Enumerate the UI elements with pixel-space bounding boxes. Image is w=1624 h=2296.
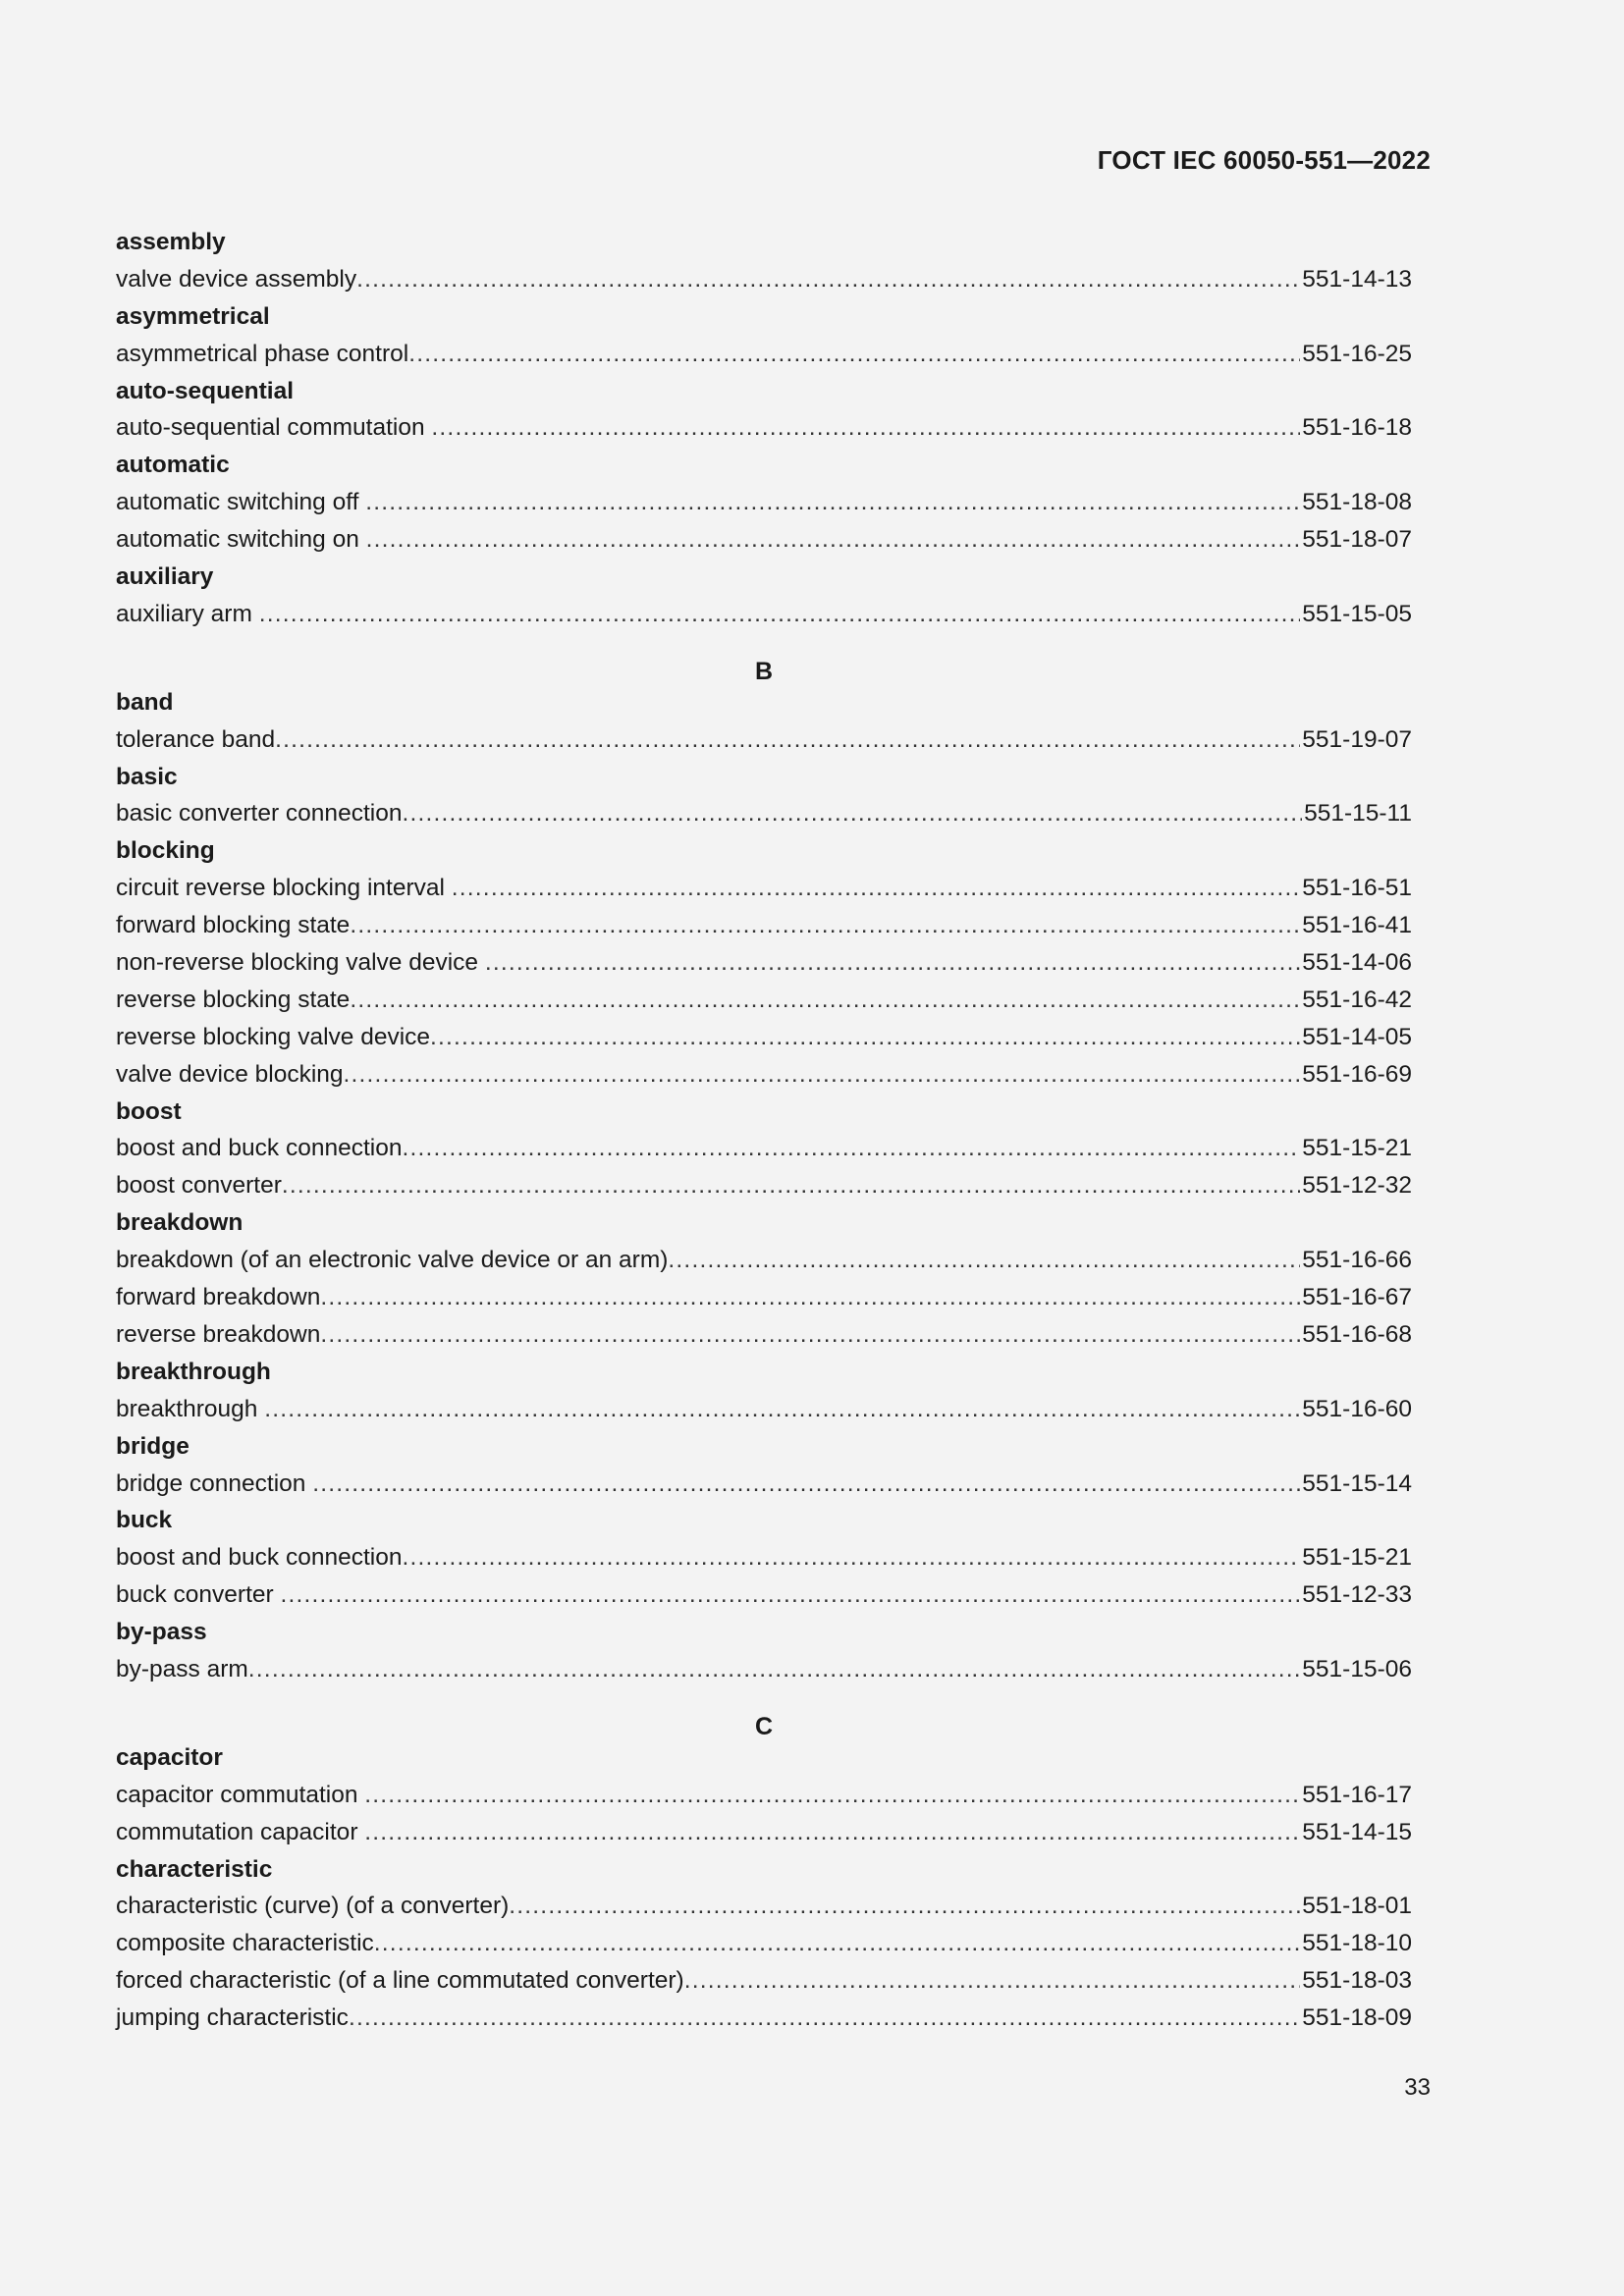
- index-entry: [116, 944, 1412, 982]
- entry-code: 551-12-32: [1302, 1172, 1412, 1200]
- entry-term: buck converter: [116, 1581, 281, 1609]
- entry-term: automatic switching on: [116, 526, 366, 554]
- dot-leader: [312, 1466, 1300, 1503]
- dot-leader: [350, 982, 1300, 1019]
- index-entry: [116, 1316, 1412, 1354]
- dot-leader: [349, 2000, 1300, 2037]
- index-keyword: automatic: [116, 452, 230, 479]
- index-keyword: assembly: [116, 229, 226, 255]
- entry-code: 551-14-06: [1302, 949, 1412, 977]
- index-entry: [116, 1962, 1412, 2000]
- dot-leader: [668, 1242, 1300, 1279]
- index-entry: [116, 795, 1412, 832]
- page-number: 33: [1404, 2074, 1431, 2101]
- dot-leader: [403, 1539, 1301, 1576]
- entry-term: forward breakdown: [116, 1284, 321, 1311]
- index-entry: [116, 1777, 1412, 1814]
- index-keyword: asymmetrical: [116, 302, 270, 330]
- index-keyword: breakthrough: [116, 1358, 271, 1385]
- entry-code: 551-18-07: [1302, 526, 1412, 554]
- entry-term: valve device assembly: [116, 265, 357, 293]
- index-keyword: auxiliary: [116, 563, 214, 591]
- index-entry: [116, 1925, 1412, 1962]
- dot-leader: [364, 1814, 1300, 1851]
- index-entry: [116, 982, 1412, 1019]
- entry-term: breakthrough: [116, 1395, 265, 1422]
- entry-term: jumping characteristic: [116, 2004, 349, 2032]
- dot-leader: [509, 1888, 1300, 1925]
- entry-term: automatic switching off: [116, 489, 366, 516]
- index-entry: [116, 1466, 1412, 1503]
- entry-code: 551-16-60: [1302, 1395, 1412, 1422]
- index-keyword: capacitor: [116, 1743, 223, 1771]
- dot-leader: [452, 870, 1301, 907]
- entry-code: 551-12-33: [1302, 1581, 1412, 1609]
- entry-code: 551-16-51: [1302, 875, 1412, 902]
- entry-term: bridge connection: [116, 1469, 313, 1497]
- entry-term: characteristic (curve) (of a converter): [116, 1893, 510, 1920]
- entry-code: 551-14-15: [1302, 1818, 1412, 1845]
- entry-code: 551-18-09: [1302, 2004, 1412, 2032]
- index-keyword: blocking: [116, 837, 215, 865]
- entry-term: circuit reverse blocking interval: [116, 875, 452, 902]
- index-entry: [116, 336, 1412, 373]
- index-entry: [116, 1391, 1412, 1428]
- entry-code: 551-16-69: [1302, 1060, 1412, 1088]
- dot-leader: [408, 336, 1300, 373]
- index-keyword: auto-sequential: [116, 377, 295, 404]
- index-entry: [116, 484, 1412, 521]
- index-entry: [116, 1651, 1412, 1688]
- entry-term: forced characteristic (of a line commutated converter): [116, 1967, 684, 1995]
- index-keyword: bridge: [116, 1432, 189, 1460]
- entry-term: valve device blocking: [116, 1060, 344, 1088]
- dot-leader: [366, 521, 1301, 559]
- index-entry: [116, 261, 1412, 298]
- index-entry: [116, 1019, 1412, 1056]
- entry-code: 551-15-05: [1302, 600, 1412, 627]
- entry-code: 551-15-06: [1302, 1655, 1412, 1682]
- entry-code: 551-15-14: [1302, 1469, 1412, 1497]
- dot-leader: [364, 1777, 1300, 1814]
- entry-term: capacitor commutation: [116, 1781, 365, 1808]
- index-entry: [116, 1056, 1412, 1094]
- dot-leader: [281, 1576, 1301, 1614]
- dot-leader: [344, 1056, 1301, 1094]
- index-keyword: basic: [116, 763, 178, 790]
- index-entry: [116, 521, 1412, 559]
- index-entry: [116, 1279, 1412, 1316]
- dot-leader: [320, 1316, 1300, 1354]
- dot-leader: [248, 1651, 1301, 1688]
- entry-code: 551-18-03: [1302, 1967, 1412, 1995]
- dot-leader: [275, 721, 1300, 759]
- index-entry: [116, 1888, 1412, 1925]
- index-entry: [116, 870, 1412, 907]
- section-letter: B: [754, 657, 774, 685]
- entry-code: 551-16-67: [1302, 1284, 1412, 1311]
- section-letter: C: [754, 1712, 774, 1740]
- dot-leader: [365, 484, 1300, 521]
- index-entry: [116, 409, 1412, 447]
- entry-code: 551-14-13: [1302, 265, 1412, 293]
- entry-term: basic converter connection: [116, 800, 403, 828]
- index-entry: [116, 1539, 1412, 1576]
- entry-term: non-reverse blocking valve device: [116, 949, 485, 977]
- dot-leader: [282, 1167, 1300, 1204]
- index-entry: [116, 596, 1412, 633]
- entry-term: auto-sequential commutation: [116, 414, 432, 442]
- entry-code: 551-15-21: [1302, 1135, 1412, 1162]
- index-entry: [116, 2000, 1412, 2037]
- index-entry: [116, 1814, 1412, 1851]
- entry-term: boost converter: [116, 1172, 282, 1200]
- index-entry: [116, 1576, 1412, 1614]
- index-entry: [116, 1167, 1412, 1204]
- entry-code: 551-16-41: [1302, 912, 1412, 939]
- alphabetical-index: [116, 224, 1412, 2037]
- dot-leader: [684, 1962, 1301, 2000]
- entry-term: reverse blocking valve device: [116, 1023, 431, 1050]
- document-header: ГОСТ IEC 60050-551—2022: [1097, 145, 1431, 175]
- dot-leader: [374, 1925, 1301, 1962]
- entry-code: 551-19-07: [1302, 725, 1412, 753]
- index-keyword: boost: [116, 1097, 182, 1125]
- entry-code: 551-16-17: [1302, 1781, 1412, 1808]
- entry-code: 551-16-66: [1302, 1247, 1412, 1274]
- dot-leader: [430, 1019, 1300, 1056]
- dot-leader: [402, 795, 1302, 832]
- entry-term: reverse breakdown: [116, 1320, 321, 1348]
- entry-code: 551-15-11: [1304, 800, 1412, 828]
- entry-term: breakdown (of an electronic valve device or an arm): [116, 1247, 669, 1274]
- dot-leader: [485, 944, 1300, 982]
- entry-code: 551-15-21: [1302, 1544, 1412, 1572]
- dot-leader: [264, 1391, 1300, 1428]
- entry-code: 551-16-25: [1302, 340, 1412, 367]
- entry-term: by-pass arm: [116, 1655, 248, 1682]
- index-entry: [116, 1242, 1412, 1279]
- entry-term: composite characteristic: [116, 1930, 374, 1957]
- index-keyword: buck: [116, 1507, 173, 1534]
- entry-term: auxiliary arm: [116, 600, 259, 627]
- index-keyword: by-pass: [116, 1619, 207, 1646]
- index-entry: [116, 907, 1412, 944]
- dot-leader: [320, 1279, 1300, 1316]
- entry-term: forward blocking state: [116, 912, 351, 939]
- index-keyword: breakdown: [116, 1209, 244, 1237]
- entry-term: boost and buck connection: [116, 1544, 403, 1572]
- index-keyword: band: [116, 688, 174, 716]
- entry-code: 551-18-01: [1302, 1893, 1412, 1920]
- index-entry: [116, 721, 1412, 759]
- index-entry: [116, 1130, 1412, 1167]
- index-keyword: characteristic: [116, 1855, 273, 1883]
- entry-code: 551-16-18: [1302, 414, 1412, 442]
- entry-code: 551-18-10: [1302, 1930, 1412, 1957]
- dot-leader: [403, 1130, 1301, 1167]
- entry-code: 551-18-08: [1302, 489, 1412, 516]
- dot-leader: [259, 596, 1301, 633]
- entry-code: 551-16-42: [1302, 986, 1412, 1013]
- entry-code: 551-16-68: [1302, 1320, 1412, 1348]
- entry-code: 551-14-05: [1302, 1023, 1412, 1050]
- entry-term: tolerance band: [116, 725, 276, 753]
- entry-term: commutation capacitor: [116, 1818, 365, 1845]
- entry-term: reverse blocking state: [116, 986, 351, 1013]
- dot-leader: [356, 261, 1300, 298]
- dot-leader: [431, 409, 1300, 447]
- dot-leader: [350, 907, 1300, 944]
- entry-term: asymmetrical phase control: [116, 340, 409, 367]
- entry-term: boost and buck connection: [116, 1135, 403, 1162]
